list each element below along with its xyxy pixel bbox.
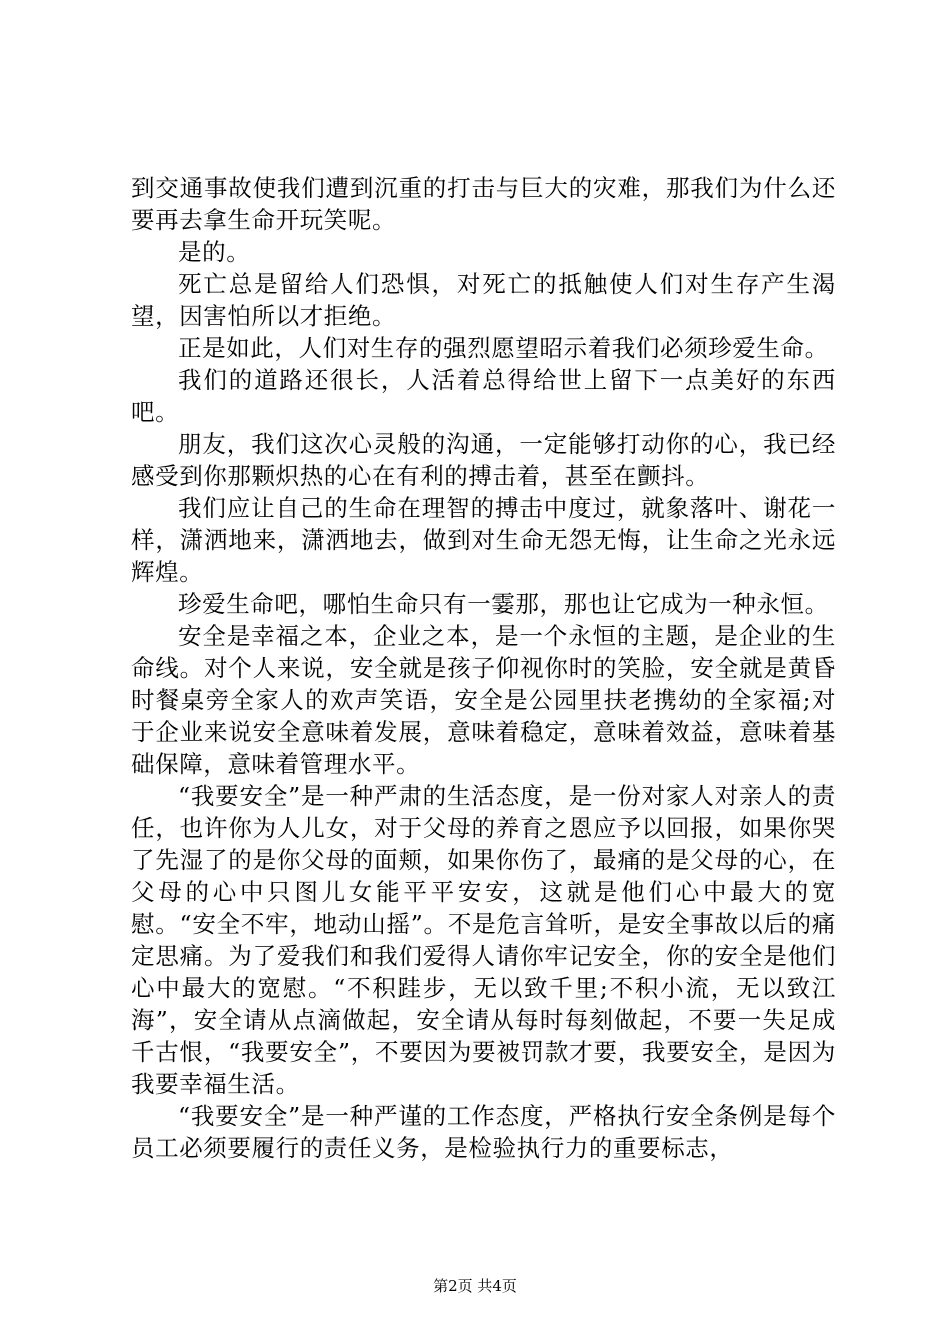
paragraph: 朋友，我们这次心灵般的沟通，一定能够打动你的心，我已经感受到你那颗炽热的心在有利的搏击着，甚至在颤抖。 — [131, 430, 836, 490]
paragraph: 安全是幸福之本，企业之本，是一个永恒的主题，是企业的生命线。对个人来说，安全就是孩子仰视你时的笑脸，安全就是黄昏时餐桌旁全家人的欢声笑语，安全是公园里扶老携幼的全家福;对于企业来说安全意味着发展，意味着稳定，意味着效益，意味着基础保障，意味着管理水平。 — [131, 622, 836, 778]
paragraph: “我要安全”是一种严谨的工作态度，严格执行安全条例是每个员工必须要履行的责任义务，是检验执行力的重要标志， — [131, 1102, 836, 1162]
paragraph: 到交通事故使我们遭到沉重的打击与巨大的灾难，那我们为什么还要再去拿生命开玩笑呢。 — [131, 174, 836, 234]
paragraph: 是的。 — [178, 238, 251, 266]
paragraph: “我要安全”是一种严肃的生活态度，是一份对家人对亲人的责任，也许你为人儿女，对于父母的养育之恩应予以回报，如果你哭了先湿了的是你父母的面颊，如果你伤了，最痛的是父母的心，在父母的心中只图儿女能平平安安，这就是他们心中最大的宽慰。“安全不牢，地动山摇”。不是危言耸听，是安全事故以后的痛定思痛。为了爱我们和我们爱得人请你牢记安全，你的安全是他们心中最大的宽慰。“不积跬步，无以致千里;不积小流，无以致江海”，安全请从点滴做起，安全请从每时每刻做起，不要一失足成千古恨，“我要安全”，不要因为要被罚款才要，我要安全，是因为我要幸福生活。 — [131, 782, 836, 1098]
page-footer: 第2页 共4页 — [433, 1277, 517, 1295]
paragraph: 正是如此，人们对生存的强烈愿望昭示着我们必须珍爱生命。 — [178, 334, 829, 362]
paragraph: 死亡总是留给人们恐惧，对死亡的抵触使人们对生存产生渴望，因害怕所以才拒绝。 — [131, 270, 836, 330]
paragraph: 我们应让自己的生命在理智的搏击中度过，就象落叶、谢花一样，潇洒地来，潇洒地去，做到对生命无怨无悔，让生命之光永远辉煌。 — [131, 494, 836, 586]
document-body — [131, 172, 836, 1164]
paragraph: 我们的道路还很长，人活着总得给世上留下一点美好的东西吧。 — [131, 366, 836, 426]
paragraph: 珍爱生命吧，哪怕生命只有一霎那，那也让它成为一种永恒。 — [178, 590, 829, 618]
